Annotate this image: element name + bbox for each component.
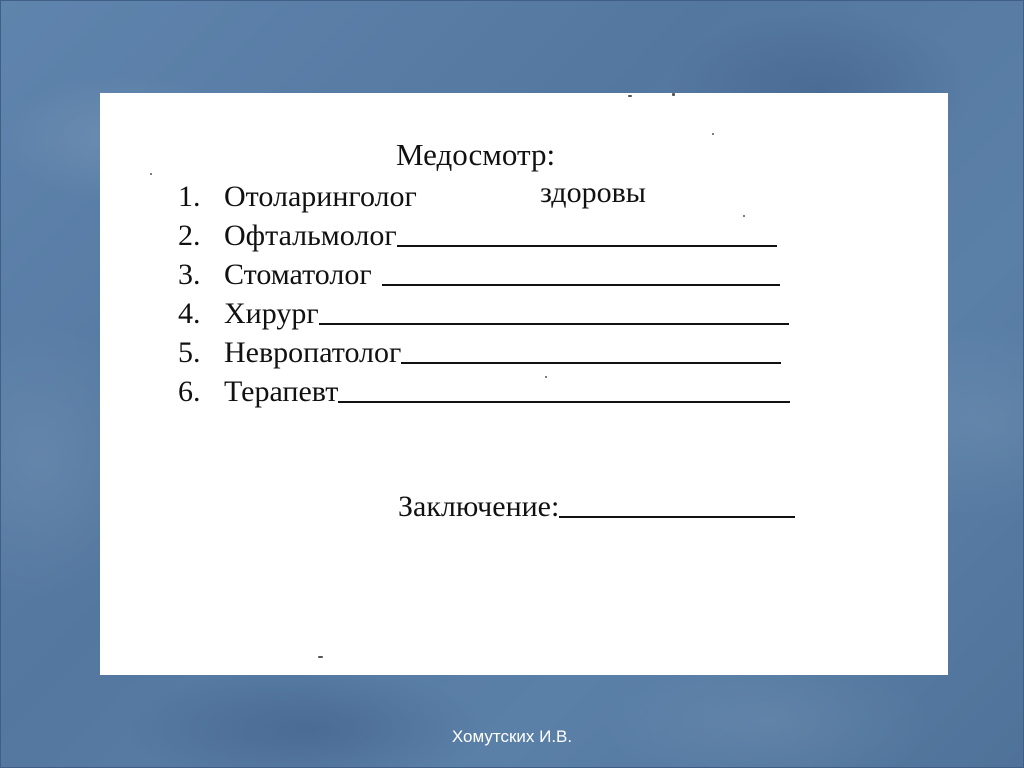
- answer-line: [382, 284, 780, 286]
- conclusion-row: [398, 487, 795, 527]
- scan-speck: [712, 133, 714, 135]
- row-label: Терапевт: [224, 375, 339, 408]
- scan-speck: [672, 93, 675, 96]
- answer-line: [338, 401, 790, 403]
- row-number: 6.: [178, 375, 201, 408]
- scan-speck: [150, 173, 152, 175]
- row-label: Отоларинголог: [224, 180, 417, 213]
- row-label: Невропатолог: [224, 336, 402, 369]
- scanned-form: [100, 93, 948, 675]
- form-row-neurologist: [178, 333, 838, 373]
- form-row-therapist: [178, 372, 838, 412]
- scan-speck: [628, 95, 632, 97]
- form-title: Медосмотр:: [396, 137, 556, 172]
- scan-speck: [318, 656, 323, 658]
- answer-line: [401, 362, 781, 364]
- row-number: 1.: [178, 180, 201, 213]
- form-row-otolaryngologist: [178, 177, 838, 217]
- answer-line: [397, 245, 777, 247]
- row-value-healthy: здоровы: [540, 176, 646, 209]
- conclusion-label: Заключение:: [398, 490, 560, 523]
- row-label: Хирург: [224, 297, 319, 330]
- answer-line: [559, 516, 795, 518]
- footer-author: Хомутских И.В.: [451, 727, 573, 746]
- row-number: 3.: [178, 258, 201, 291]
- form-row-dentist: [178, 255, 838, 295]
- row-number: 2.: [178, 219, 201, 252]
- row-label: Офтальмолог: [224, 219, 397, 252]
- form-row-ophthalmologist: [178, 216, 838, 256]
- answer-line: [319, 323, 789, 325]
- row-number: 5.: [178, 336, 201, 369]
- row-label: Стоматолог: [224, 258, 372, 291]
- form-row-surgeon: [178, 294, 838, 334]
- row-number: 4.: [178, 297, 201, 330]
